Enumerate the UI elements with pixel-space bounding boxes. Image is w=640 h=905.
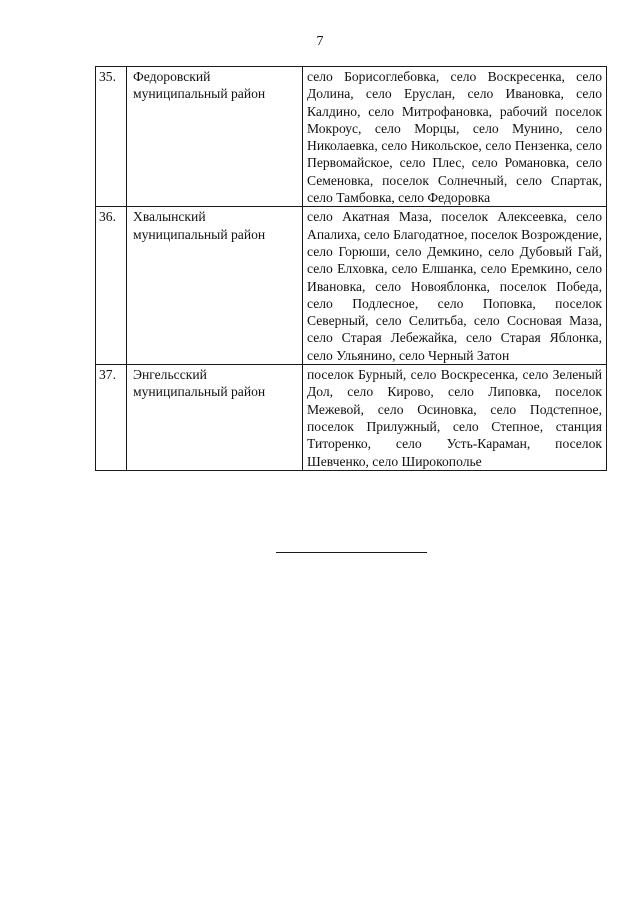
district-name: Энгельсский муниципальный район (127, 365, 303, 471)
settlements-list: поселок Бурный, село Воскресенка, село Зеленый Дол, село Кирово, село Липовка, поселок Межевой, село Осиновка, село Подстепное, поселок Прилужный, село Степное, станция Титоренко, село Усть-Караман, поселок Шевченко, село Широкополье (303, 365, 607, 471)
district-name: Федоровский муниципальный район (127, 67, 303, 207)
row-number: 37. (96, 365, 127, 471)
table-row (96, 207, 607, 365)
page-number: 7 (316, 34, 324, 49)
row-number: 36. (96, 207, 127, 365)
table-row (96, 365, 607, 471)
settlements-list: село Борисоглебовка, село Воскресенка, село Долина, село Еруслан, село Ивановка, село Калдино, село Митрофановка, рабочий поселок Мокроус, село Морцы, село Мунино, село Николаевка, село Никольское, село Пензенка, село Первомайское, село Плес, село Романовка, село Семеновка, поселок Солнечный, село Спартак, село Тамбовка, село Федоровка (303, 67, 607, 207)
settlements-list: село Акатная Маза, поселок Алексеевка, село Апалиха, село Благодатное, поселок Возрождение, село Горюши, село Демкино, село Дубовый Гай, село Елховка, село Елшанка, село Еремкино, село Ивановка, село Новояблонка, поселок Победа, село Подлесное, село Поповка, поселок Северный, село Селитьба, село Сосновая Маза, село Старая Лебежайка, село Старая Яблонка, село Ульянино, село Черный Затон (303, 207, 607, 365)
table-row (96, 67, 607, 207)
districts-table (95, 66, 607, 471)
row-number: 35. (96, 67, 127, 207)
district-name: Хвалынский муниципальный район (127, 207, 303, 365)
end-divider-line (276, 552, 427, 553)
